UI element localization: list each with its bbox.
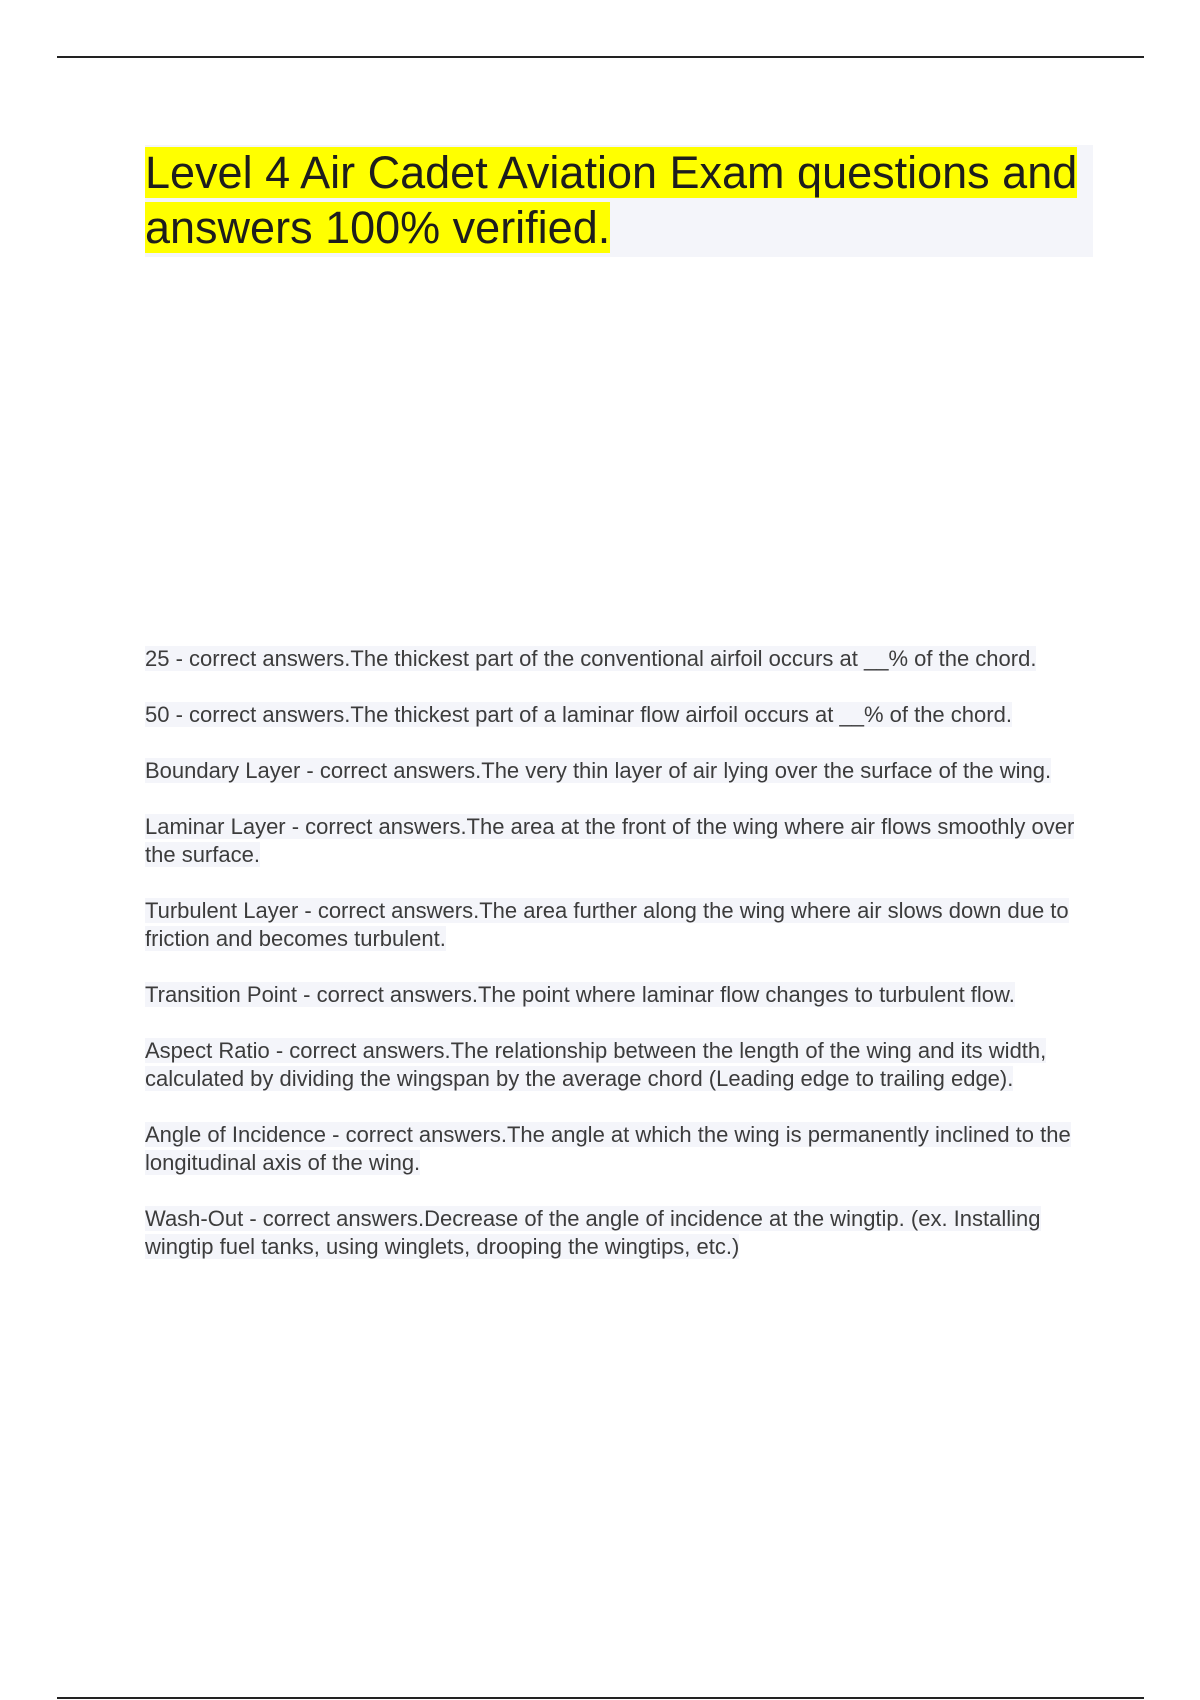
- page-title: [145, 145, 1093, 255]
- qa-item: Aspect Ratio - correct answers.The relationship between the length of the wing and its width, calculated by dividing the wingspan by the average chord (Leading edge to trailing edge).: [145, 1038, 1047, 1091]
- bottom-rule: [57, 1697, 1144, 1699]
- qa-item: Angle of Incidence - correct answers.The angle at which the wing is permanently inclined to the longitudinal axis of the wing.: [145, 1122, 1071, 1175]
- title-block: [145, 145, 1093, 257]
- qa-item: 50 - correct answers.The thickest part of a laminar flow airfoil occurs at __% of the chord.: [145, 702, 1012, 727]
- qa-item: 25 - correct answers.The thickest part of the conventional airfoil occurs at __% of the chord.: [145, 646, 1037, 671]
- top-rule: [57, 56, 1144, 58]
- qa-item: Laminar Layer - correct answers.The area at the front of the wing where air flows smoothly over the surface.: [145, 814, 1075, 867]
- qa-item: Wash-Out - correct answers.Decrease of the angle of incidence at the wingtip. (ex. Installing wingtip fuel tanks, using winglets, drooping the wingtips, etc.): [145, 1206, 1041, 1259]
- title-highlight: Level 4 Air Cadet Aviation Exam questions and answers 100% verified.: [145, 147, 1078, 253]
- qa-item: Boundary Layer - correct answers.The very thin layer of air lying over the surface of the wing.: [145, 758, 1052, 783]
- qa-item: Transition Point - correct answers.The point where laminar flow changes to turbulent flow.: [145, 982, 1015, 1007]
- qa-list: [145, 645, 1105, 1289]
- qa-item: Turbulent Layer - correct answers.The area further along the wing where air slows down due to friction and becomes turbulent.: [145, 898, 1069, 951]
